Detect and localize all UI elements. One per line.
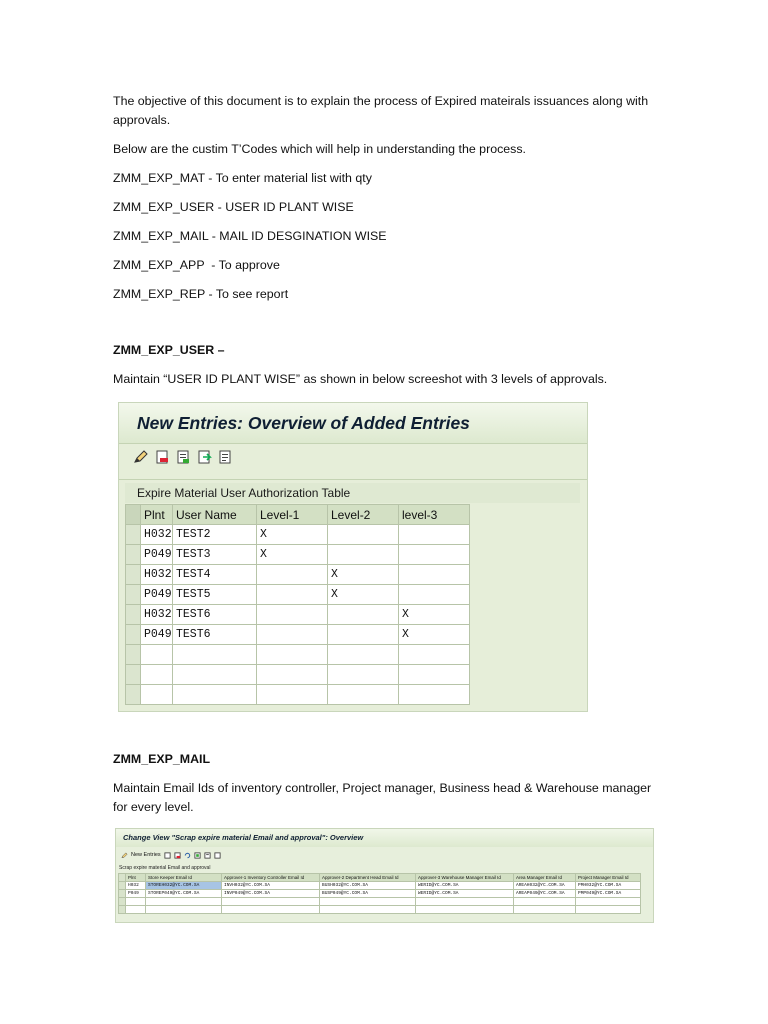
table-header-row: [126, 505, 470, 525]
cell-plant[interactable]: H032: [141, 605, 173, 625]
cell-level-3[interactable]: [399, 585, 470, 605]
authorization-table: [125, 504, 470, 705]
cell-inventory-controller-email[interactable]: INVP049@YC.COM.SA: [222, 890, 320, 898]
select-all-cell[interactable]: [119, 874, 126, 882]
cell-user[interactable]: [173, 685, 257, 705]
cell-level-2[interactable]: [328, 625, 399, 645]
table-row: [126, 585, 470, 605]
section-heading-mail: ZMM_EXP_MAIL: [113, 752, 211, 766]
cell-level-1[interactable]: [257, 625, 328, 645]
cell-level-3[interactable]: [399, 665, 470, 685]
column-header[interactable]: Level-1: [257, 505, 328, 525]
cell-plant[interactable]: [141, 665, 173, 685]
cell-level-2[interactable]: [328, 685, 399, 705]
cell-level-3[interactable]: X: [399, 605, 470, 625]
tcode-item: ZMM_EXP_MAIL - MAIL ID DESGINATION WISE: [113, 229, 387, 243]
cell-level-1[interactable]: [257, 585, 328, 605]
cell-project-manager-email[interactable]: [576, 898, 641, 906]
document-body: [113, 92, 653, 399]
section-text-mail: Maintain Email Ids of inventory controller, Project manager, Business head & Warehouse manager for every level.: [113, 781, 652, 814]
table-row: [119, 890, 641, 898]
row-selector[interactable]: [126, 545, 141, 565]
cell-department-head-email[interactable]: [320, 898, 416, 906]
tcode-item: ZMM_EXP_REP - To see report: [113, 287, 289, 301]
row-selector[interactable]: [126, 625, 141, 645]
cell-level-3[interactable]: [399, 545, 470, 565]
cell-level-1[interactable]: [257, 605, 328, 625]
column-header[interactable]: Approver-3 Warehouse Manager Email Id: [416, 874, 514, 882]
row-selector[interactable]: [126, 585, 141, 605]
table-row-empty: [126, 685, 470, 705]
select-all-cell[interactable]: [126, 505, 141, 525]
cell-level-1[interactable]: [257, 685, 328, 705]
cell-level-1[interactable]: X: [257, 525, 328, 545]
cell-user[interactable]: TEST5: [173, 585, 257, 605]
table-row-empty: [119, 898, 641, 906]
cell-user[interactable]: [173, 645, 257, 665]
pencil-icon[interactable]: [133, 449, 149, 465]
pencil-icon[interactable]: [121, 852, 128, 859]
copy-icon[interactable]: [164, 852, 171, 859]
cell-plant[interactable]: [126, 898, 146, 906]
cell-inventory-controller-email[interactable]: [222, 906, 320, 914]
cell-level-2[interactable]: [328, 525, 399, 545]
cell-warehouse-manager-email[interactable]: [416, 898, 514, 906]
column-header[interactable]: Plnt: [126, 874, 146, 882]
column-header[interactable]: Store Keeper Email Id: [146, 874, 222, 882]
section-heading-user: ZMM_EXP_USER –: [113, 343, 225, 357]
cell-department-head-email[interactable]: BUSH032@YC.COM.SA: [320, 882, 416, 890]
cell-level-3[interactable]: [399, 525, 470, 545]
deselect-icon[interactable]: [214, 852, 221, 859]
table-row-empty: [126, 645, 470, 665]
cell-plant[interactable]: [141, 645, 173, 665]
cell-level-1[interactable]: X: [257, 545, 328, 565]
cell-level-1[interactable]: [257, 565, 328, 585]
screen-title: Change View "Scrap expire material Email and approval": Overview: [123, 833, 364, 842]
cell-warehouse-manager-email[interactable]: WERID@YC.COM.SA: [416, 882, 514, 890]
table-row: [126, 545, 470, 565]
cell-level-2[interactable]: X: [328, 585, 399, 605]
cell-plant[interactable]: H032: [141, 565, 173, 585]
cell-plant[interactable]: P049: [126, 890, 146, 898]
cell-user[interactable]: TEST3: [173, 545, 257, 565]
cell-user[interactable]: TEST4: [173, 565, 257, 585]
section-text-user: Maintain “USER ID PLANT WISE” as shown in below screeshot with 3 levels of approvals.: [113, 372, 608, 386]
cell-level-3[interactable]: [399, 685, 470, 705]
column-header[interactable]: Level-2: [328, 505, 399, 525]
toolbar: [133, 449, 233, 469]
column-header[interactable]: Area Manager Email Id: [514, 874, 576, 882]
table-row: [126, 565, 470, 585]
delete-icon[interactable]: [174, 852, 181, 859]
row-selector[interactable]: [126, 645, 141, 665]
select-block-icon[interactable]: [204, 852, 211, 859]
table-title: Expire Material User Authorization Table: [125, 483, 580, 503]
cell-plant[interactable]: [141, 685, 173, 705]
copy-icon[interactable]: [175, 449, 191, 465]
cell-plant[interactable]: [126, 906, 146, 914]
cell-plant[interactable]: H032: [126, 882, 146, 890]
tcode-item: ZMM_EXP_APP - To approve: [113, 258, 280, 272]
cell-user[interactable]: TEST6: [173, 625, 257, 645]
tcodes-intro: Below are the custim T’Codes which will help in understanding the process.: [113, 142, 527, 156]
table-title: Scrap expire material Email and approval: [119, 865, 211, 871]
cell-level-2[interactable]: [328, 545, 399, 565]
row-selector[interactable]: [119, 906, 126, 914]
table-row: [126, 605, 470, 625]
tcode-item: ZMM_EXP_USER - USER ID PLANT WISE: [113, 200, 354, 214]
user-authorization-screenshot: [118, 402, 588, 712]
cell-level-3[interactable]: X: [399, 625, 470, 645]
tcode-item: ZMM_EXP_MAT - To enter material list with qty: [113, 171, 372, 185]
column-header[interactable]: Approver-1 Inventory Controller Email Id: [222, 874, 320, 882]
objective-paragraph: The objective of this document is to explain the process of Expired mateirals issuances along with approvals.: [113, 94, 649, 127]
toolbar-divider: [119, 479, 587, 480]
table-row-empty: [126, 665, 470, 685]
row-selector[interactable]: [126, 665, 141, 685]
cell-project-manager-email[interactable]: PMP049@YC.COM.SA: [576, 890, 641, 898]
cell-level-2[interactable]: [328, 645, 399, 665]
column-header[interactable]: Plnt: [141, 505, 173, 525]
cell-area-manager-email[interactable]: [514, 906, 576, 914]
cell-store-keeper-email[interactable]: [146, 906, 222, 914]
screen-title: New Entries: Overview of Added Entries: [137, 413, 470, 433]
delete-icon[interactable]: [154, 449, 170, 465]
column-header[interactable]: Approver-2 Department Head Email Id: [320, 874, 416, 882]
table-row: [126, 625, 470, 645]
row-selector[interactable]: [126, 565, 141, 585]
cell-level-1[interactable]: [257, 665, 328, 685]
cell-area-manager-email[interactable]: AREAH032@YC.COM.SA: [514, 882, 576, 890]
row-selector[interactable]: [126, 685, 141, 705]
cell-level-2[interactable]: [328, 605, 399, 625]
row-selector[interactable]: [126, 605, 141, 625]
select-all-icon[interactable]: [194, 852, 201, 859]
cell-level-1[interactable]: [257, 645, 328, 665]
cell-store-keeper-email[interactable]: [146, 898, 222, 906]
cell-inventory-controller-email[interactable]: INVH032@YC.COM.SA: [222, 882, 320, 890]
table-row: [119, 882, 641, 890]
cell-level-2[interactable]: X: [328, 565, 399, 585]
document-body-mail: [113, 750, 653, 827]
table-header-row: [119, 874, 641, 882]
cell-user[interactable]: [173, 665, 257, 685]
move-icon[interactable]: [196, 449, 212, 465]
row-selector[interactable]: [119, 898, 126, 906]
cell-plant[interactable]: P049: [141, 625, 173, 645]
cell-level-3[interactable]: [399, 645, 470, 665]
cell-warehouse-manager-email[interactable]: [416, 906, 514, 914]
row-selector[interactable]: [126, 525, 141, 545]
table-row-empty: [119, 906, 641, 914]
cell-plant[interactable]: H032: [141, 525, 173, 545]
cell-store-keeper-email[interactable]: STOREP049@YC.COM.SA: [146, 890, 222, 898]
cell-area-manager-email[interactable]: [514, 898, 576, 906]
cell-plant[interactable]: P049: [141, 585, 173, 605]
undo-icon[interactable]: [184, 852, 191, 859]
toolbar: [121, 850, 221, 860]
new-entries-button[interactable]: New Entries: [131, 852, 161, 858]
cell-store-keeper-email[interactable]: STOREH032@YC.COM.SA: [146, 882, 222, 890]
cell-user[interactable]: TEST6: [173, 605, 257, 625]
cell-area-manager-email[interactable]: AREAP049@YC.COM.SA: [514, 890, 576, 898]
details-icon[interactable]: [217, 449, 233, 465]
cell-level-2[interactable]: [328, 665, 399, 685]
row-selector[interactable]: [119, 882, 126, 890]
cell-plant[interactable]: P049: [141, 545, 173, 565]
row-selector[interactable]: [119, 890, 126, 898]
table-row: [126, 525, 470, 545]
cell-project-manager-email[interactable]: PMH032@YC.COM.SA: [576, 882, 641, 890]
cell-project-manager-email[interactable]: [576, 906, 641, 914]
cell-user[interactable]: TEST2: [173, 525, 257, 545]
cell-department-head-email[interactable]: [320, 906, 416, 914]
cell-level-3[interactable]: [399, 565, 470, 585]
cell-inventory-controller-email[interactable]: [222, 898, 320, 906]
column-header[interactable]: Project Manager Email Id: [576, 874, 641, 882]
email-approval-screenshot: [115, 828, 654, 923]
cell-department-head-email[interactable]: BUSP049@YC.COM.SA: [320, 890, 416, 898]
email-approval-table: [118, 873, 641, 914]
column-header[interactable]: User Name: [173, 505, 257, 525]
cell-warehouse-manager-email[interactable]: WERID@YC.COM.SA: [416, 890, 514, 898]
column-header[interactable]: level-3: [399, 505, 470, 525]
